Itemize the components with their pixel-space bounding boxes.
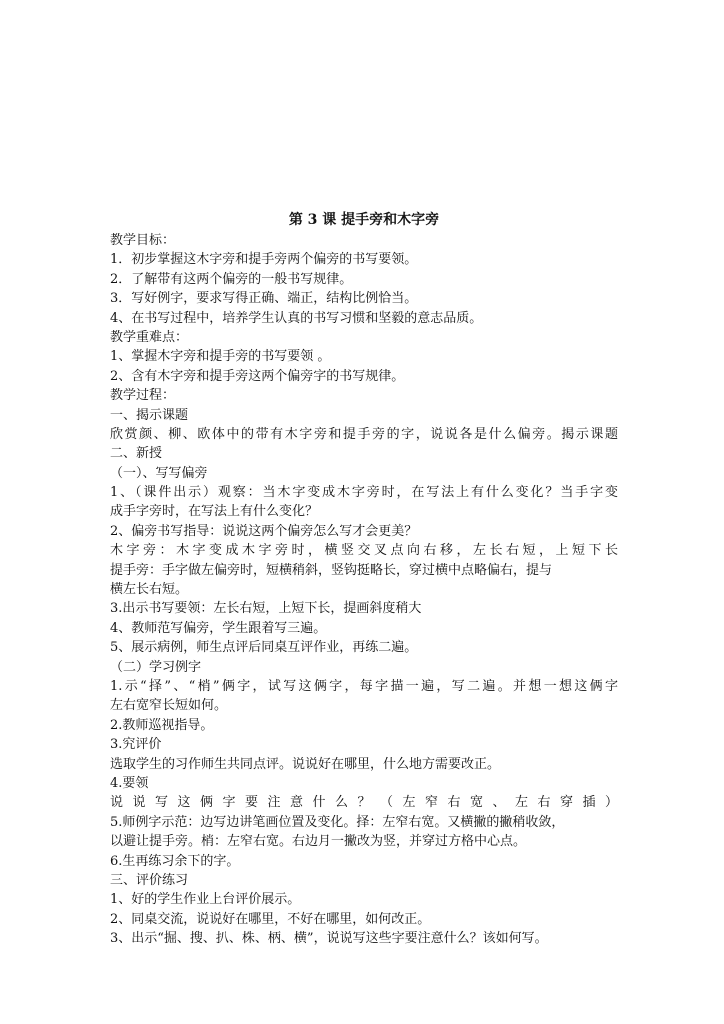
text-line: 5、展示病例，师生点评后同桌互评作业，再练二遍。 xyxy=(110,640,418,656)
text-line: 成手字旁时，在写法上有什么变化？ xyxy=(110,504,319,520)
text-line: （一）、写写偏旁 xyxy=(110,465,208,481)
text-line: 欣赏颜、柳、欧体中的带有木字旁和提手旁的字，说说各是什么偏旁。揭示课题 xyxy=(110,426,618,442)
text-line: 1.示“择”、“梢”俩字，试写这俩字，每字描一遍，写二遍。并想一想这俩字 xyxy=(110,678,618,694)
text-line: 3．写好例字，要求写得正确、端正，结构比例恰当。 xyxy=(110,291,418,307)
text-line: 教学重难点： xyxy=(110,329,189,345)
text-line: 4.要领 xyxy=(110,775,149,791)
text-line: 木字旁：木字变成木字旁时，横竖交叉点向右移，左长右短，上短下长 xyxy=(110,543,618,559)
text-line: 2、含有木字旁和提手旁这两个偏旁字的书写规律。 xyxy=(110,368,405,384)
text-line: 一、揭示课题 xyxy=(110,407,189,423)
text-line: 提手旁：手字做左偏旁时，短横稍斜，竖钩挺略长，穿过横中点略偏右，提与 xyxy=(110,562,553,578)
text-line: 横左长右短。 xyxy=(110,582,189,598)
text-line: 以避让提手旁。梢：左窄右宽。右边月一撇改为竖，并穿过方格中心点。 xyxy=(110,834,527,850)
text-line: 2．了解带有这两个偏旁的一般书写规律。 xyxy=(110,271,353,287)
text-line: 1．初步掌握这木字旁和提手旁两个偏旁的书写要领。 xyxy=(110,252,418,268)
text-line: 4、教师范写偏旁，学生跟着写三遍。 xyxy=(110,620,327,636)
text-line: 3.究评价 xyxy=(110,737,162,753)
text-line: 4、在书写过程中，培养学生认真的书写习惯和坚毅的意志品质。 xyxy=(110,310,483,326)
text-line: 1、好的学生作业上台评价展示。 xyxy=(110,892,301,908)
lesson-plan-body xyxy=(110,209,618,948)
text-line: （二）学习例字 xyxy=(110,659,202,675)
text-line: 2.教师巡视指导。 xyxy=(110,717,214,733)
text-line: 2、同桌交流，说说好在哪里，不好在哪里，如何改正。 xyxy=(110,911,431,927)
text-line: 教学过程： xyxy=(110,388,176,404)
text-line: 教学目标： xyxy=(110,233,176,248)
text-line: 3.出示书写要领：左长右短，上短下长，提画斜度稍大 xyxy=(110,601,422,617)
text-line: 2、偏旁书写指导：说说这两个偏旁怎么写才会更美？ xyxy=(110,523,418,539)
lesson-text-lines xyxy=(110,231,618,948)
text-line: 三、评价练习 xyxy=(110,872,189,888)
text-line: 选取学生的习作师生共同点评。说说好在哪里，什么地方需要改正。 xyxy=(110,756,501,772)
text-line: 左右宽窄长短如何。 xyxy=(110,698,228,714)
text-line: 说说写这俩字要注意什么？（左窄右宽、左右穿插） xyxy=(110,795,618,811)
text-line: 二、新授 xyxy=(110,446,163,462)
text-line: 3、出示“掘、搜、扒、株、柄、横”，说说写这些字要注意什么？该如何写。 xyxy=(110,931,548,947)
text-line: 6.生再练习余下的字。 xyxy=(110,853,240,869)
text-line: 1、（课件出示）观察：当木字变成木字旁时，在写法上有什么变化？当手字变 xyxy=(110,485,618,501)
lesson-title: 第 3 课 提手旁和木字旁 xyxy=(288,212,440,228)
text-line: 1、掌握木字旁和提手旁的书写要领 。 xyxy=(110,349,331,365)
text-line: 5.师例字示范：边写边讲笔画位置及变化。择：左窄右宽。又横撇的撇稍收敛， xyxy=(110,814,565,830)
